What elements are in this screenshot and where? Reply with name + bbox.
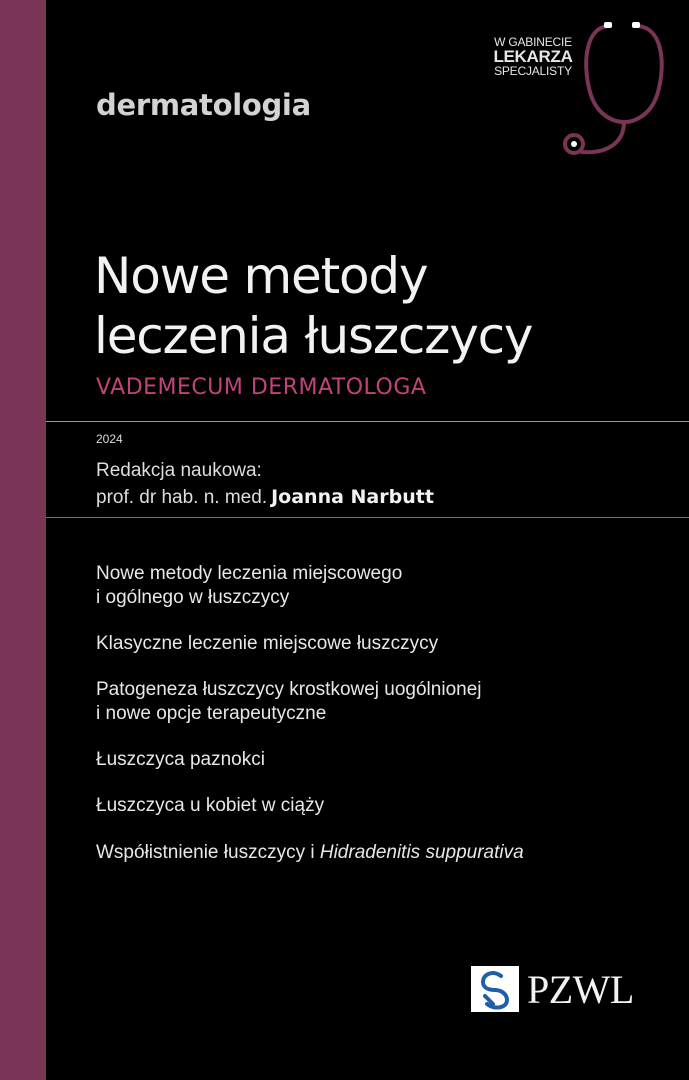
divider-top bbox=[46, 421, 689, 422]
chapter-italic-term: Hidradenitis suppurativa bbox=[319, 842, 524, 863]
publisher-name: PZWL bbox=[527, 967, 634, 1012]
chapter-item bbox=[96, 678, 482, 726]
series-badge bbox=[478, 22, 678, 172]
chapter-line bbox=[96, 841, 524, 865]
badge-line-3: SPECJALISTY bbox=[494, 64, 572, 78]
editor-name: Joanna Narbutt bbox=[271, 486, 434, 508]
chapter-line: i ogólnego w łuszczycy bbox=[96, 587, 290, 608]
publication-year: 2024 bbox=[96, 432, 123, 446]
chapter-item bbox=[96, 632, 438, 656]
editor-label: Redakcja naukowa: bbox=[96, 460, 262, 481]
title-line-1: Nowe metody bbox=[94, 247, 428, 305]
chapter-item bbox=[96, 562, 402, 610]
pzwl-emblem-icon bbox=[471, 966, 519, 1012]
book-title bbox=[94, 246, 532, 366]
chapter-line: i nowe opcje terapeutyczne bbox=[96, 703, 327, 724]
editor-title-prefix: prof. dr hab. n. med. bbox=[96, 487, 268, 508]
chapter-item bbox=[96, 794, 324, 818]
editor-line bbox=[96, 486, 434, 509]
chapter-line: Łuszczyca paznokci bbox=[96, 749, 265, 770]
pzwl-logo-icon bbox=[471, 966, 519, 1012]
chapter-line: Nowe metody leczenia miejscowego bbox=[96, 563, 403, 584]
series-label: dermatologia bbox=[96, 88, 311, 122]
divider-bottom bbox=[46, 517, 689, 518]
chapter-item bbox=[96, 748, 265, 772]
chapter-line: Łuszczyca u kobiet w ciąży bbox=[96, 795, 325, 816]
book-subtitle: VADEMECUM DERMATOLOGA bbox=[96, 375, 427, 400]
cover-spine-stripe bbox=[0, 0, 46, 1080]
badge-text bbox=[478, 36, 588, 77]
chapter-line: Klasyczne leczenie miejscowe łuszczycy bbox=[96, 633, 439, 654]
title-line-2: leczenia łuszczycy bbox=[94, 307, 533, 365]
badge-line-1: W GABINECIE bbox=[494, 35, 572, 49]
chapter-text: Współistnienie łuszczycy i bbox=[96, 842, 315, 863]
badge-line-2: LEKARZA bbox=[493, 47, 573, 66]
chapter-line: Patogeneza łuszczycy krostkowej uogólnionej bbox=[96, 679, 482, 700]
chapter-item bbox=[96, 841, 524, 865]
